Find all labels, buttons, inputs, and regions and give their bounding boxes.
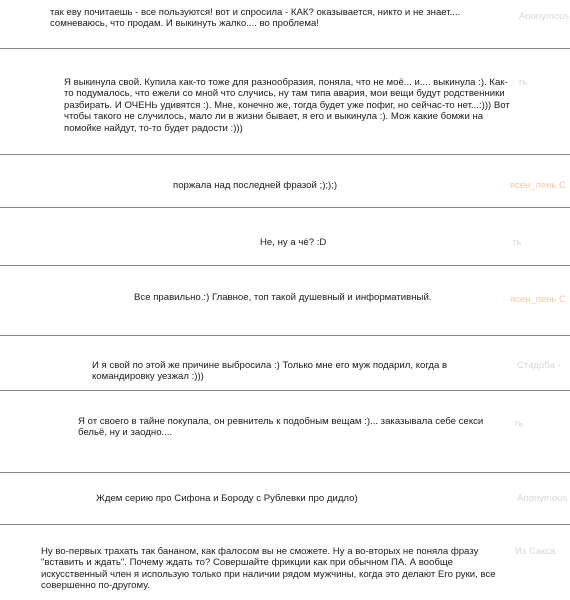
comment-item — [0, 473, 570, 525]
comment-item — [0, 0, 570, 49]
comment-author[interactable]: Стадоба - — [517, 360, 561, 371]
comment-text: Я от своего в тайне покупала, он ревнитель к подобным вещам :)... заказывала себе секси бельё, ну и заодно.... — [78, 416, 484, 439]
comment-item — [0, 525, 570, 600]
comment-author[interactable]: Из Сакса — [515, 546, 556, 557]
comment-author[interactable]: ясен_пень С — [510, 180, 566, 191]
comment-author[interactable]: rь — [515, 418, 524, 429]
comment-text: Ну во-первых трахать так бананом, как фалосом вы не сможете. Ну а во-вторых не поняла фразу "вставить и ждать". Почему ждать то? Совершайте фрикции как при обычном ПА. А вообще искусственный член я использую только при наличии рядом мужчины, когда это делают Его руки, все совершенно по-другому. — [41, 546, 496, 592]
comment-item — [0, 155, 570, 208]
comment-text: поржала над последней фразой ;););) — [173, 180, 338, 191]
comment-text: так еву почитаешь - все пользуются! вот и спросила - КАК? оказывается, никто и не знает.... сомневаюсь, что продам. И выкинуть жалко.... во проблема! — [50, 7, 461, 30]
comment-author[interactable]: ясен_пень С — [510, 294, 566, 305]
comment-author[interactable]: Anonymous — [519, 11, 570, 22]
comment-text: Ждем серию про Сифона и Бороду с Рублевки про дидло) — [96, 493, 358, 504]
comment-text: Я выкинула свой. Купила как-то тоже для разнообразия, поняла, что не моё... и.... выкинула :). Как-то подумалось, что ежели со мной что случись, ну там типа авария, мои вещи будут родственники разбирать. И ОЧЕНЬ удивятся :). Мне, конечно же, тогда будет уже пофиг, но сейчас-то нет...:))) Вот чтобы такого не случилось, мало ли в жизни бывает, я его и выкинула :). Мож какие бомжи на помойке найдут, то-то будет радости :))) — [64, 77, 510, 134]
comment-item — [0, 208, 570, 266]
comment-text: Все правильно.:) Главное, топ такой душевный и информативный. — [134, 292, 432, 303]
comment-author[interactable]: rь — [513, 237, 522, 248]
comment-author[interactable]: rь — [519, 77, 528, 88]
comment-item — [0, 266, 570, 336]
comment-item — [0, 336, 570, 391]
comment-item — [0, 49, 570, 155]
comment-text: Не, ну а чё? :D — [260, 237, 327, 248]
comment-author[interactable]: Anonymous — [517, 493, 568, 504]
comment-item — [0, 391, 570, 473]
comment-text: И я свой по этой же причине выбросила :) Только мне его муж подарил, когда в командировку уезжал :))) — [92, 360, 448, 383]
